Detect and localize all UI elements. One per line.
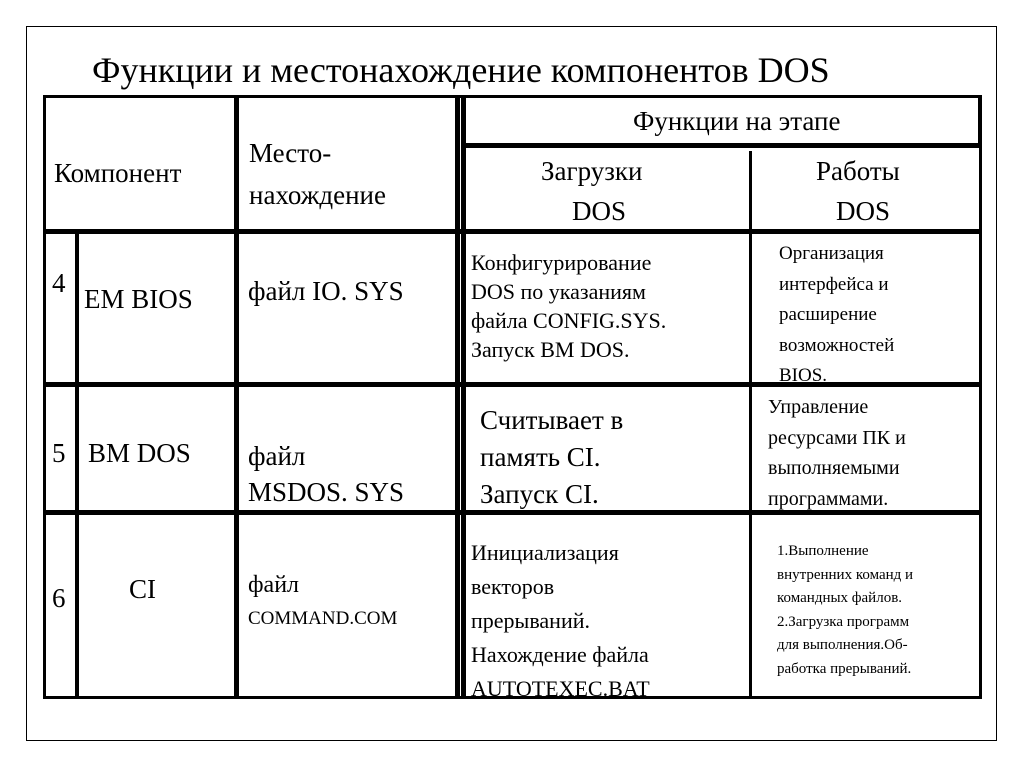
row-working-text: Организация интерфейса и расширение возможностей BIOS. xyxy=(779,243,895,386)
header-bottom-divider xyxy=(46,229,979,234)
col-divider-location xyxy=(455,98,460,696)
col-divider-component xyxy=(234,98,239,696)
row-number: 4 xyxy=(52,268,66,298)
row-working-text: Управление ресурсами ПК и выполняемыми программами. xyxy=(768,396,906,510)
header-right-edge xyxy=(978,98,982,148)
col-divider-functions xyxy=(461,98,466,696)
header-location-1: Место- xyxy=(249,138,332,168)
row-location: файл IO. SYS xyxy=(248,276,404,306)
row-component: CI xyxy=(129,574,156,604)
row-working-text: 1.Выполнение внутренних команд и командных файлов. 2.Загрузка программ для выполнения.Об- работка прерываний. xyxy=(777,543,914,677)
header-loading-1: Загрузки xyxy=(541,156,643,186)
row-component: EM BIOS xyxy=(84,284,193,314)
header-location-2: нахождение xyxy=(249,180,386,210)
row-number: 6 xyxy=(52,583,66,613)
row-loading-text: Считывает в память CI. Запуск CI. xyxy=(480,405,624,509)
header-working-1: Работы xyxy=(816,156,900,186)
header-functions-divider xyxy=(461,143,982,148)
components-table xyxy=(43,95,982,699)
header-loading-2: DOS xyxy=(572,196,627,226)
slide-title: Функции и местонахождение компонентов DOS xyxy=(92,50,830,90)
row-number: 5 xyxy=(52,438,66,468)
row-component: BM DOS xyxy=(88,438,191,468)
row-location: файл COMMAND.COM xyxy=(248,572,398,629)
row-loading-text: Конфигурирование DOS по указаниям файла CONFIG.SYS. Запуск BM DOS. xyxy=(471,250,667,362)
row-loading-text: Инициализация векторов прерываний. Нахождение файла AUTOTEXEC.BAT xyxy=(471,540,650,701)
header-working-2: DOS xyxy=(836,196,891,226)
header-component: Компонент xyxy=(54,158,182,188)
header-functions-stage: Функции на этапе xyxy=(633,106,841,136)
row-location: файл MSDOS. SYS xyxy=(248,441,405,507)
col-divider-number xyxy=(75,233,79,696)
